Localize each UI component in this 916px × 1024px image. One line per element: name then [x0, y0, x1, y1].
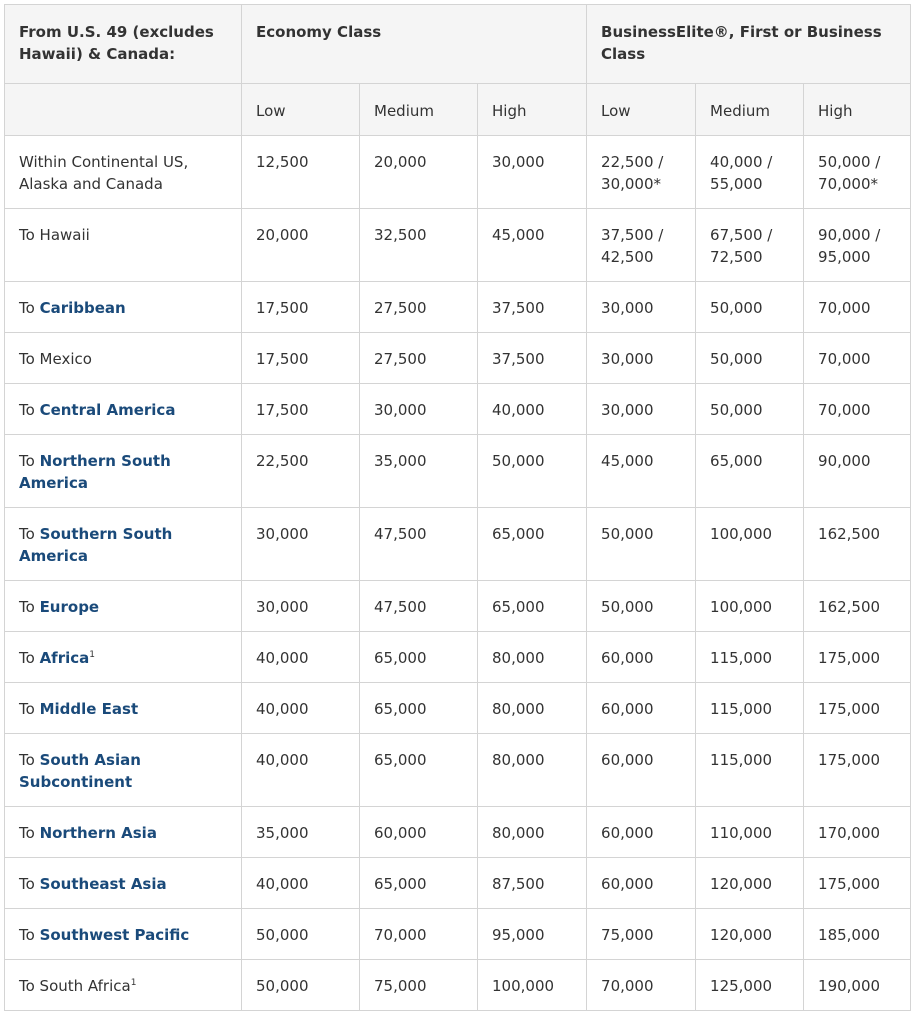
destination-prefix: To: [19, 649, 40, 667]
mileage-cell: 115,000: [696, 734, 804, 807]
mileage-cell: 70,000: [587, 960, 696, 1011]
mileage-cell: 50,000 / 70,000*: [804, 136, 911, 209]
economy-header: Economy Class: [242, 5, 587, 84]
destination-cell: [5, 282, 242, 333]
origin-header: From U.S. 49 (excludes Hawaii) & Canada:: [5, 5, 242, 84]
destination-prefix: To: [19, 875, 40, 893]
mileage-cell: 40,000: [478, 384, 587, 435]
destination-prefix: To: [19, 926, 40, 944]
table-row: [5, 508, 911, 581]
destination-link[interactable]: Southern South America: [19, 525, 173, 565]
subheader-cell: High: [478, 84, 587, 136]
table-row: [5, 734, 911, 807]
mileage-cell: 175,000: [804, 858, 911, 909]
destination-prefix: To Mexico: [19, 350, 92, 368]
mileage-cell: 120,000: [696, 909, 804, 960]
table-row: [5, 960, 911, 1011]
premium-header: BusinessElite®, First or Business Class: [587, 5, 911, 84]
destination-cell: [5, 807, 242, 858]
footnote-marker: 1: [130, 978, 137, 988]
destination-cell: [5, 209, 242, 282]
destination-link[interactable]: Africa: [39, 649, 90, 667]
subheader-cell: Low: [587, 84, 696, 136]
mileage-cell: 50,000: [587, 508, 696, 581]
mileage-cell: 30,000: [587, 282, 696, 333]
mileage-cell: 65,000: [360, 632, 478, 683]
destination-prefix: To: [19, 525, 40, 543]
mileage-cell: 67,500 / 72,500: [696, 209, 804, 282]
table-row: [5, 209, 911, 282]
mileage-cell: 60,000: [587, 807, 696, 858]
mileage-cell: 100,000: [478, 960, 587, 1011]
mileage-cell: 125,000: [696, 960, 804, 1011]
destination-prefix: Within Continental US, Alaska and Canada: [19, 153, 194, 193]
mileage-cell: 50,000: [696, 384, 804, 435]
mileage-cell: 90,000 / 95,000: [804, 209, 911, 282]
mileage-cell: 40,000: [242, 683, 360, 734]
mileage-cell: 190,000: [804, 960, 911, 1011]
mileage-cell: 100,000: [696, 581, 804, 632]
mileage-cell: 60,000: [587, 632, 696, 683]
mileage-cell: 60,000: [587, 858, 696, 909]
mileage-cell: 30,000: [242, 508, 360, 581]
mileage-cell: 70,000: [360, 909, 478, 960]
mileage-cell: 40,000: [242, 858, 360, 909]
mileage-cell: 35,000: [242, 807, 360, 858]
destination-link[interactable]: Northern South America: [19, 452, 171, 492]
mileage-cell: 30,000: [587, 384, 696, 435]
mileage-cell: 20,000: [360, 136, 478, 209]
mileage-cell: 30,000: [360, 384, 478, 435]
mileage-cell: 32,500: [360, 209, 478, 282]
mileage-cell: 17,500: [242, 384, 360, 435]
mileage-cell: 175,000: [804, 632, 911, 683]
destination-cell: [5, 435, 242, 508]
mileage-cell: 50,000: [478, 435, 587, 508]
destination-link[interactable]: Central America: [39, 401, 176, 419]
destination-link[interactable]: Southeast Asia: [39, 875, 167, 893]
mileage-cell: 22,500 / 30,000*: [587, 136, 696, 209]
mileage-cell: 30,000: [587, 333, 696, 384]
destination-cell: [5, 333, 242, 384]
mileage-cell: 115,000: [696, 683, 804, 734]
mileage-cell: 37,500 / 42,500: [587, 209, 696, 282]
table-body: [5, 84, 911, 1011]
mileage-cell: 60,000: [360, 807, 478, 858]
table-row: [5, 581, 911, 632]
destination-cell: [5, 909, 242, 960]
mileage-cell: 65,000: [478, 581, 587, 632]
mileage-cell: 37,500: [478, 282, 587, 333]
destination-link[interactable]: Northern Asia: [39, 824, 157, 842]
mileage-cell: 65,000: [360, 683, 478, 734]
subheader-empty: [5, 84, 242, 136]
mileage-cell: 120,000: [696, 858, 804, 909]
destination-prefix: To: [19, 401, 40, 419]
destination-prefix: To: [19, 700, 40, 718]
table-row: [5, 909, 911, 960]
mileage-cell: 35,000: [360, 435, 478, 508]
mileage-cell: 50,000: [696, 282, 804, 333]
mileage-cell: 170,000: [804, 807, 911, 858]
destination-prefix: To Hawaii: [19, 226, 90, 244]
destination-prefix: To: [19, 598, 40, 616]
mileage-cell: 162,500: [804, 581, 911, 632]
mileage-cell: 50,000: [587, 581, 696, 632]
mileage-cell: 60,000: [587, 734, 696, 807]
subheader-row: [5, 84, 911, 136]
award-chart-table: [4, 4, 911, 1011]
mileage-cell: 30,000: [478, 136, 587, 209]
mileage-cell: 80,000: [478, 807, 587, 858]
mileage-cell: 185,000: [804, 909, 911, 960]
mileage-cell: 100,000: [696, 508, 804, 581]
destination-prefix: To: [19, 751, 40, 769]
destination-cell: [5, 581, 242, 632]
mileage-cell: 47,500: [360, 508, 478, 581]
mileage-cell: 162,500: [804, 508, 911, 581]
mileage-cell: 40,000: [242, 734, 360, 807]
mileage-cell: 47,500: [360, 581, 478, 632]
table-row: [5, 632, 911, 683]
destination-cell: [5, 384, 242, 435]
mileage-cell: 90,000: [804, 435, 911, 508]
destination-link[interactable]: Europe: [39, 598, 100, 616]
mileage-cell: 80,000: [478, 632, 587, 683]
destination-link[interactable]: Southwest Pacific: [39, 926, 190, 944]
mileage-cell: 45,000: [587, 435, 696, 508]
mileage-cell: 95,000: [478, 909, 587, 960]
mileage-cell: 40,000 / 55,000: [696, 136, 804, 209]
destination-cell: [5, 960, 242, 1011]
destination-link[interactable]: Caribbean: [39, 299, 126, 317]
destination-prefix: To: [19, 299, 40, 317]
mileage-cell: 75,000: [587, 909, 696, 960]
subheader-cell: Low: [242, 84, 360, 136]
mileage-cell: 17,500: [242, 333, 360, 384]
destination-prefix: To: [19, 824, 40, 842]
mileage-cell: 65,000: [360, 734, 478, 807]
mileage-cell: 70,000: [804, 282, 911, 333]
header-row: [5, 5, 911, 84]
mileage-cell: 37,500: [478, 333, 587, 384]
destination-prefix: To: [19, 452, 40, 470]
mileage-cell: 27,500: [360, 333, 478, 384]
mileage-cell: 110,000: [696, 807, 804, 858]
destination-prefix: To South Africa: [19, 977, 131, 995]
table-row: [5, 858, 911, 909]
mileage-cell: 40,000: [242, 632, 360, 683]
mileage-cell: 65,000: [360, 858, 478, 909]
table-row: [5, 435, 911, 508]
mileage-cell: 175,000: [804, 683, 911, 734]
destination-cell: [5, 508, 242, 581]
footnote-marker: 1: [89, 650, 95, 660]
mileage-cell: 70,000: [804, 384, 911, 435]
mileage-cell: 75,000: [360, 960, 478, 1011]
mileage-cell: 20,000: [242, 209, 360, 282]
mileage-cell: 45,000: [478, 209, 587, 282]
destination-cell: [5, 858, 242, 909]
mileage-cell: 50,000: [242, 909, 360, 960]
mileage-cell: 80,000: [478, 683, 587, 734]
mileage-cell: 22,500: [242, 435, 360, 508]
subheader-cell: Medium: [696, 84, 804, 136]
table-row: [5, 333, 911, 384]
destination-link[interactable]: South Asian Subcontinent: [19, 751, 141, 791]
mileage-cell: 87,500: [478, 858, 587, 909]
mileage-cell: 27,500: [360, 282, 478, 333]
mileage-cell: 80,000: [478, 734, 587, 807]
table-row: [5, 807, 911, 858]
mileage-cell: 50,000: [696, 333, 804, 384]
destination-cell: [5, 136, 242, 209]
mileage-cell: 60,000: [587, 683, 696, 734]
table-row: [5, 384, 911, 435]
subheader-cell: Medium: [360, 84, 478, 136]
destination-cell: [5, 632, 242, 683]
mileage-cell: 65,000: [696, 435, 804, 508]
table-row: [5, 136, 911, 209]
mileage-cell: 12,500: [242, 136, 360, 209]
destination-cell: [5, 734, 242, 807]
mileage-cell: 115,000: [696, 632, 804, 683]
destination-cell: [5, 683, 242, 734]
table-row: [5, 683, 911, 734]
mileage-cell: 70,000: [804, 333, 911, 384]
subheader-cell: High: [804, 84, 911, 136]
mileage-cell: 17,500: [242, 282, 360, 333]
destination-link[interactable]: Middle East: [39, 700, 139, 718]
table-row: [5, 282, 911, 333]
mileage-cell: 30,000: [242, 581, 360, 632]
mileage-cell: 65,000: [478, 508, 587, 581]
mileage-cell: 50,000: [242, 960, 360, 1011]
mileage-cell: 175,000: [804, 734, 911, 807]
